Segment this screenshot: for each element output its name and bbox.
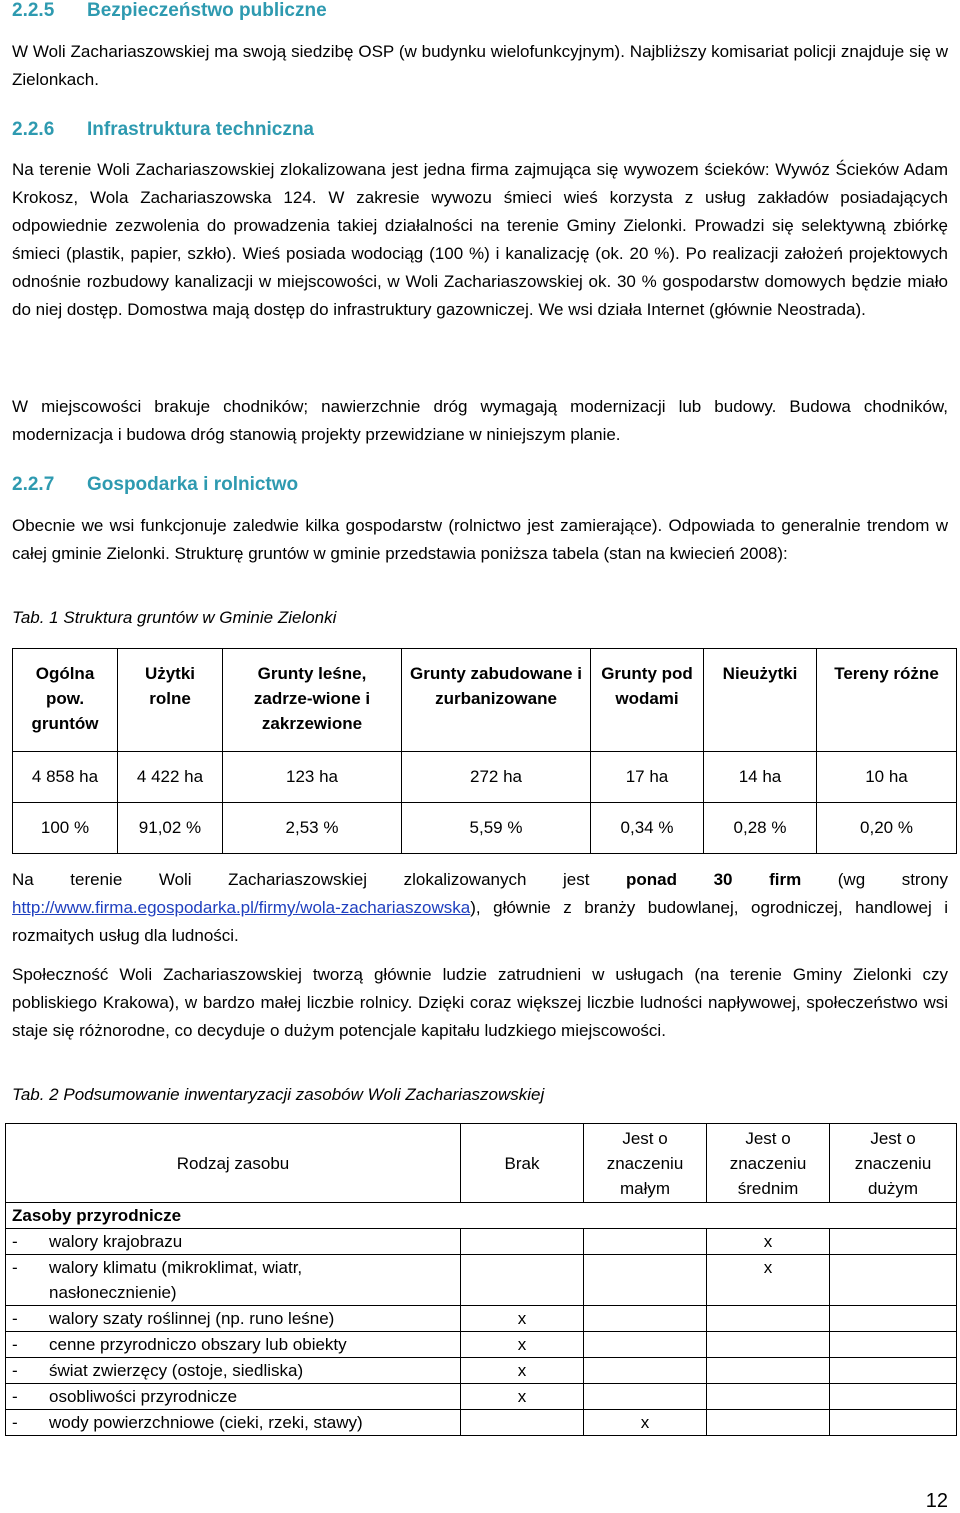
- resource-name-cell: [6, 1229, 461, 1255]
- mark-cell: [830, 1358, 957, 1384]
- heading-2-2-5: [12, 0, 327, 22]
- list-dash: -: [12, 1232, 18, 1251]
- paragraph-gospodarka: Obecnie we wsi funkcjonuje zaledwie kilka gospodarstw (rolnictwo jest zamierające). Odpowiada to generalnie trendom w całej gminie Zielonki. Strukturę gruntów w gminie przedstawia poniższa tabela (stan na kwiecień 2008):: [12, 516, 948, 563]
- mark-cell: [461, 1255, 584, 1306]
- resource-name-continued: nasłonecznienie): [49, 1283, 177, 1302]
- table-cell: 123 ha: [223, 752, 402, 803]
- table-cell: 17 ha: [591, 752, 704, 803]
- heading-title: Infrastruktura techniczna: [87, 119, 314, 140]
- resource-name: walory klimatu (mikroklimat, wiatr,: [49, 1258, 303, 1277]
- table-header-cell: Jest o znaczeniu małym: [584, 1124, 707, 1203]
- table-header-cell: Nieużytki: [704, 649, 817, 752]
- mark-cell: [461, 1229, 584, 1255]
- mark-cell: [584, 1306, 707, 1332]
- mark-cell: [830, 1229, 957, 1255]
- table-2-caption: Tab. 2 Podsumowanie inwentaryzacji zasobów Woli Zachariaszowskiej: [12, 1085, 545, 1104]
- table-row: [13, 752, 957, 803]
- heading-2-2-7: [12, 474, 298, 496]
- mark-cell: [707, 1358, 830, 1384]
- heading-number: 2.2.6: [12, 119, 55, 140]
- table-cell: 100 %: [13, 803, 118, 854]
- resource-name-cell: [6, 1410, 461, 1436]
- paragraph-bezpieczenstwo: W Woli Zachariaszowskiej ma swoją siedzibę OSP (w budynku wielofunkcyjnym). Najbliższy komisariat policji znajduje się w Zielonkach.: [12, 42, 948, 89]
- heading-2-2-6: [12, 119, 314, 141]
- table-cell: 10 ha: [817, 752, 957, 803]
- resource-name-cell: [6, 1306, 461, 1332]
- egospodarka-link[interactable]: http://www.firma.egospodarka.pl/firmy/wola-zachariaszowska: [12, 898, 471, 917]
- table-land-structure: [12, 648, 957, 854]
- list-dash: -: [12, 1335, 18, 1354]
- text-run: ), głównie z branży budowlanej, ogrodniczej, handlowej i rozmaitych usług dla ludności.: [12, 898, 948, 945]
- resource-name: świat zwierzęcy (ostoje, siedliska): [49, 1361, 304, 1380]
- page-number: 12: [925, 1490, 948, 1512]
- mark-cell: [584, 1229, 707, 1255]
- table-header-cell: Użytki rolne: [118, 649, 223, 752]
- mark-cell: x: [707, 1229, 830, 1255]
- resource-name-cell: [6, 1358, 461, 1384]
- mark-cell: x: [584, 1410, 707, 1436]
- table-header-row: [13, 649, 957, 752]
- table-row: [6, 1332, 957, 1358]
- resource-name-cell: [6, 1332, 461, 1358]
- table-cell: 5,59 %: [402, 803, 591, 854]
- mark-cell: [830, 1410, 957, 1436]
- table-header-cell: Jest o znaczeniu średnim: [707, 1124, 830, 1203]
- table-header-row: [6, 1124, 957, 1203]
- heading-number: 2.2.7: [12, 474, 55, 495]
- resource-name-cell: [6, 1255, 461, 1306]
- table-cell: 4 858 ha: [13, 752, 118, 803]
- mark-cell: [707, 1306, 830, 1332]
- table-cell: 0,34 %: [591, 803, 704, 854]
- table-cell: 0,20 %: [817, 803, 957, 854]
- mark-cell: x: [461, 1306, 584, 1332]
- mark-cell: [830, 1384, 957, 1410]
- text-run: Na terenie Woli Zachariaszowskiej zlokalizowanych jest: [12, 870, 627, 889]
- resource-name: cenne przyrodniczo obszary lub obiekty: [49, 1335, 347, 1354]
- table-row: [6, 1410, 957, 1436]
- mark-cell: [830, 1306, 957, 1332]
- table-row: [6, 1384, 957, 1410]
- mark-cell: [707, 1384, 830, 1410]
- table-cell: 14 ha: [704, 752, 817, 803]
- table-cell: 0,28 %: [704, 803, 817, 854]
- table-header-cell: Jest o znaczeniu dużym: [830, 1124, 957, 1203]
- heading-number: 2.2.5: [12, 0, 55, 21]
- table-header-cell: Grunty zabudowane i zurbanizowane: [402, 649, 591, 752]
- heading-title: Gospodarka i rolnictwo: [87, 474, 299, 495]
- mark-cell: [707, 1410, 830, 1436]
- resource-name-cell: [6, 1384, 461, 1410]
- text-run: (wg strony: [801, 870, 949, 889]
- mark-cell: [584, 1384, 707, 1410]
- mark-cell: [584, 1332, 707, 1358]
- mark-cell: x: [707, 1255, 830, 1306]
- mark-cell: x: [461, 1384, 584, 1410]
- table-cell: 91,02 %: [118, 803, 223, 854]
- paragraph-spolecznosc: Społeczność Woli Zachariaszowskiej tworzą głównie ludzie zatrudnieni w usługach (na terenie Gminy Zielonki czy pobliskiego Krakowa), w bardzo małej liczbie rolnicy. Dzięki coraz większej liczbie ludności napływowej, społeczeństwo wsi staje się różnorodne, co decyduje o dużym potencjale kapitału ludzkiego miejscowości.: [12, 965, 948, 1040]
- mark-cell: x: [461, 1332, 584, 1358]
- mark-cell: x: [461, 1358, 584, 1384]
- list-dash: -: [12, 1309, 18, 1328]
- table-header-cell: Tereny różne: [817, 649, 957, 752]
- table-cell: 272 ha: [402, 752, 591, 803]
- table-resources: [5, 1123, 957, 1436]
- resource-name: osobliwości przyrodnicze: [49, 1387, 238, 1406]
- table-group-label: Zasoby przyrodnicze: [6, 1203, 957, 1229]
- mark-cell: [461, 1410, 584, 1436]
- table-row: [6, 1229, 957, 1255]
- mark-cell: [584, 1255, 707, 1306]
- table-header-cell: Grunty leśne, zadrze-wione i zakrzewione: [223, 649, 402, 752]
- mark-cell: [707, 1332, 830, 1358]
- list-dash: -: [12, 1361, 18, 1380]
- table-header-cell: Grunty pod wodami: [591, 649, 704, 752]
- table-cell: 2,53 %: [223, 803, 402, 854]
- paragraph-chodniki: W miejscowości brakuje chodników; nawierzchnie dróg wymagają modernizacji lub budowy. Budowa chodników, modernizacja i budowa dróg stanowią projekty przewidziane w niniejszym planie.: [12, 397, 948, 444]
- resource-name: walory krajobrazu: [49, 1232, 183, 1251]
- mark-cell: [830, 1255, 957, 1306]
- mark-cell: [584, 1358, 707, 1384]
- table-row: [13, 803, 957, 854]
- heading-title: Bezpieczeństwo publiczne: [87, 0, 327, 21]
- resource-name: wody powierzchniowe (cieki, rzeki, stawy): [49, 1413, 363, 1432]
- table-1-caption: Tab. 1 Struktura gruntów w Gminie Zielonki: [12, 608, 337, 627]
- table-cell: 4 422 ha: [118, 752, 223, 803]
- list-dash: -: [12, 1387, 18, 1406]
- paragraph-firmy: [12, 866, 948, 950]
- resource-name: walory szaty roślinnej (np. runo leśne): [49, 1309, 335, 1328]
- text-bold: ponad 30 firm: [626, 870, 802, 889]
- mark-cell: [830, 1332, 957, 1358]
- paragraph-infrastruktura: Na terenie Woli Zachariaszowskiej zlokalizowana jest jedna firma zajmująca się wywozem ścieków: Wywóz Ścieków Adam Krokosz, Wola Zachariaszowska 124. W zakresie wywozu śmieci wieś korzysta z usług zakładów posiadających odpowiednie zezwolenia do prowadzenia takiej działalności na terenie Gminy Zielonki. Prowadzi się selektywną zbiórkę śmieci (plastik, papier, szkło). Wieś posiada wodociąg (100 %) i kanalizację (ok. 20 %). Po realizacji założeń projektowych odnośnie rozbudowy kanalizacji w miejscowości, w Woli Zachariaszowskiej ok. 30 % gospodarstw domowych będzie miało do niej dostęp. Domostwa mają dostęp do infrastruktury gazowniczej. We wsi działa Internet (głównie Neostrada).: [12, 160, 948, 319]
- list-dash: -: [12, 1258, 18, 1277]
- table-header-cell: Brak: [461, 1124, 584, 1203]
- table-row: [6, 1255, 957, 1306]
- table-row: [6, 1306, 957, 1332]
- list-dash: -: [12, 1413, 18, 1432]
- table-header-cell: Rodzaj zasobu: [6, 1124, 461, 1203]
- table-header-cell: Ogólna pow. gruntów: [13, 649, 118, 752]
- table-row: [6, 1358, 957, 1384]
- table-group-row: [6, 1203, 957, 1229]
